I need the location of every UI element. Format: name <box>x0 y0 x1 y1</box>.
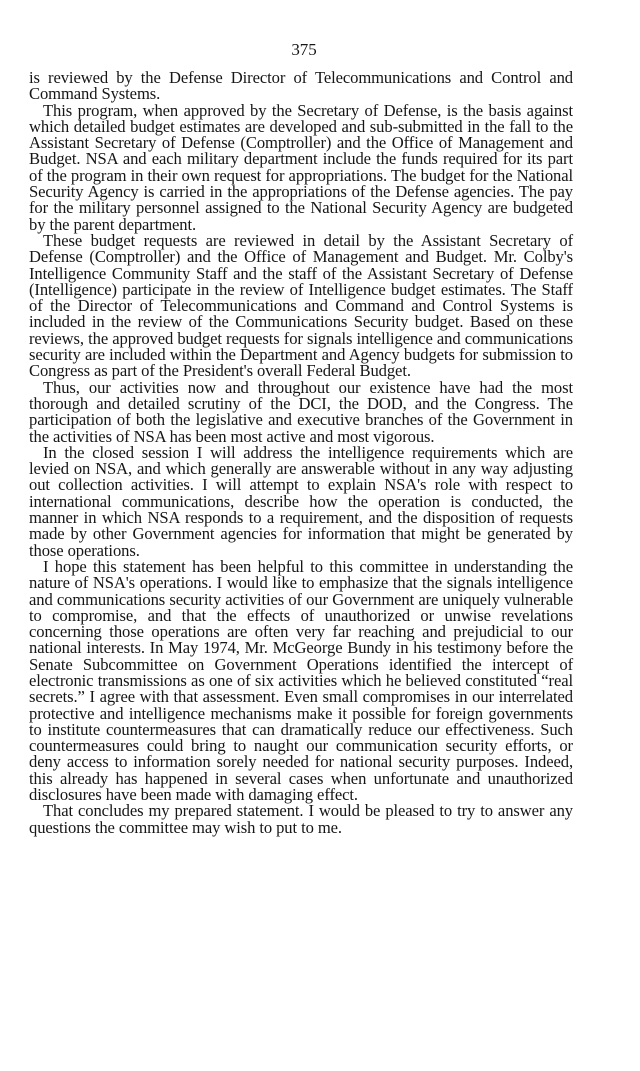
document-page <box>29 40 573 836</box>
paragraph-2: This program, when approved by the Secretary of Defense, is the basis against which detailed budget estimates are developed and sub-submitted in the fall to the Assistant Secretary of Defense (Comptroller) and the Office of Management and Budget. NSA and each military department include the funds required for its part of the program in their own request for appropriations. The budget for the National Security Agency is carried in the appropriations of the Defense agencies. The pay for the military personnel assigned to the National Security Agency are budgeted by the parent department. <box>29 100 573 234</box>
paragraph-7: That concludes my prepared statement. I would be pleased to try to answer any questions the committee may wish to put to me. <box>29 801 573 837</box>
paragraph-4: Thus, our activities now and throughout our existence have had the most thorough and detailed scrutiny of the DCI, the DOD, and the Congress. The participation of both the legislative and executive branches of the Government in the activities of NSA has been most active and most vigorous. <box>29 377 573 446</box>
paragraph-1: is reviewed by the Defense Director of Telecommunications and Control and Command Systems. <box>29 68 573 104</box>
paragraph-5: In the closed session I will address the intelligence requirements which are levied on NSA, and which generally are answerable without in any way adjusting out collection activities. I will attempt to explain NSA's role with respect to international communications, describe how the operation is conducted, the manner in which NSA responds to a requirement, and the disposition of requests made by other Government agencies for information that might be generated by those operations. <box>29 442 573 560</box>
page-number: 375 <box>291 40 317 59</box>
paragraph-6: I hope this statement has been helpful to this committee in understanding the nature of NSA's operations. I would like to emphasize that the signals intelligence and communications security activities of our Government are uniquely vulnerable to compromise, and that the effects of unauthorized or unwise revelations concerning those operations are often very far reaching and prejudicial to our national interests. In May 1974, Mr. McGeorge Bundy in his testimony before the Senate Subcommittee on Government Operations identified the intercept of electronic transmissions as one of six activities which he believed constituted “real secrets.” I agree with that assessment. Even small compromises in our interrelated protective and intelligence mechanisms make it possible for foreign governments to institute countermeasures that can dramatically reduce our effectiveness. Such countermeasures could bring to naught our communication security efforts, or deny access to information sorely needed for national security purposes. Indeed, this already has happened in several cases when unfortunate and unauthorized disclosures have been made with damaging effect. <box>29 556 573 805</box>
paragraph-3: These budget requests are reviewed in detail by the Assistant Secretary of Defense (Comptroller) and the Office of Management and Budget. Mr. Colby's Intelligence Community Staff and the staff of the Assistant Secretary of Defense (Intelligence) participate in the review of Intelligence budget estimates. The Staff of the Director of Telecommunications and Command and Control Systems is included in the review of the Communications Security budget. Based on these reviews, the approved budget requests for signals intelligence and communications security are included within the Department and Agency budgets for submission to Congress as part of the President's overall Federal Budget. <box>29 230 573 381</box>
